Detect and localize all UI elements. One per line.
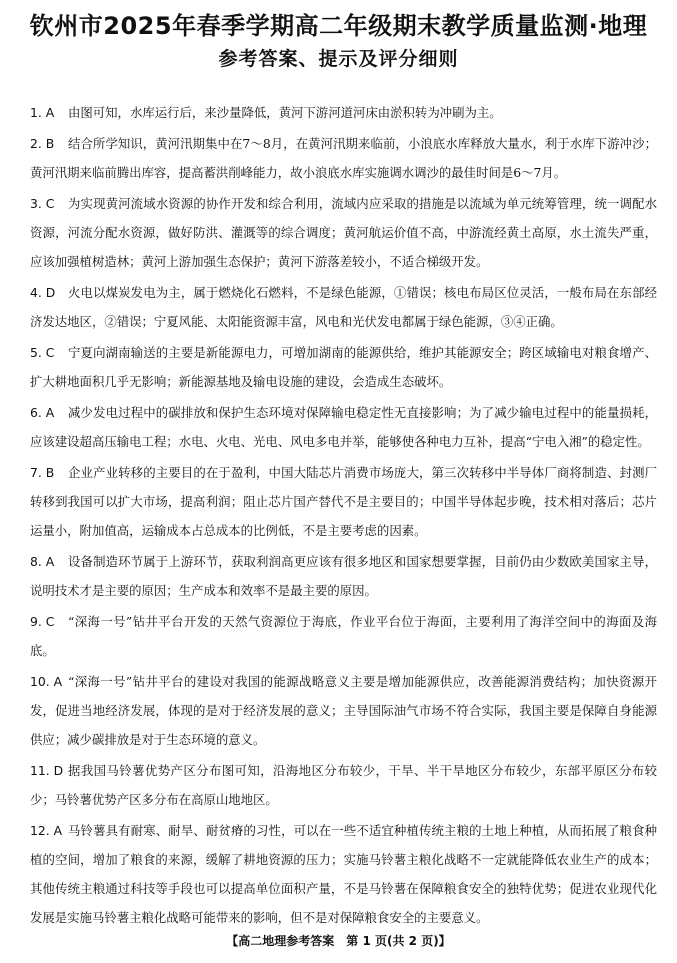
answer-explanation: “深海一号”钻井平台开发的天然气资源位于海底，作业平台位于海面，主要利用了海洋空间中的海面及海底。 <box>30 614 657 658</box>
answer-number: 5. C <box>30 345 55 360</box>
answer-explanation: 据我国马铃薯优势产区分布图可知，沿海地区分布较少，干旱、半干旱地区分布较少，东部平原区分布较少；马铃薯优势产区多分布在高原山地地区。 <box>30 763 657 807</box>
answer-list <box>30 98 657 934</box>
answer-number: 2. B <box>30 136 55 151</box>
answer-item-2 <box>30 129 657 187</box>
answer-item-1 <box>30 98 657 127</box>
answer-number: 11. D <box>30 763 64 778</box>
answer-number: 3. C <box>30 196 55 211</box>
answer-item-11 <box>30 756 657 814</box>
answer-explanation: 马铃薯具有耐寒、耐旱、耐贫瘠的习性，可以在一些不适宜种植传统主粮的土地上种植，从而拓展了粮食种植的空间，增加了粮食的来源，缓解了耕地资源的压力；实施马铃薯主粮化战略不一定就能降低农业生产的成本；其他传统主粮通过科技等手段也可以提高单位面积产量，不是马铃薯在保障粮食安全的独特优势；促进农业现代化发展是实施马铃薯主粮化战略可能带来的影响，但不是对保障粮食安全的主要意义。 <box>30 823 657 925</box>
answer-explanation: 结合所学知识，黄河汛期集中在7～8月，在黄河汛期来临前，小浪底水库释放大量水，利于水库下游冲沙；黄河汛期来临前腾出库容，提高蓄洪削峰能力，故小浪底水库实施调水调沙的最佳时间是6～7月。 <box>30 136 657 180</box>
answer-number: 12. A <box>30 823 63 838</box>
answer-explanation: 企业产业转移的主要目的在于盈利，中国大陆芯片消费市场庞大，第三次转移中半导体厂商将制造、封测厂转移到我国可以扩大市场，提高利润；阻止芯片国产替代不是主要目的；中国半导体起步晚，技术相对落后；芯片运量小，附加值高，运输成本占总成本的比例低，不是主要考虑的因素。 <box>30 465 657 538</box>
answer-explanation: 火电以煤炭发电为主，属于燃烧化石燃料，不是绿色能源，①错误；核电布局区位灵活，一般布局在东部经济发达地区，②错误；宁夏风能、太阳能资源丰富，风电和光伏发电都属于绿色能源，③④正确。 <box>30 285 657 329</box>
answer-number: 6. A <box>30 405 55 420</box>
answer-number: 7. B <box>30 465 55 480</box>
answer-number: 9. C <box>30 614 55 629</box>
answer-number: 1. A <box>30 105 55 120</box>
page-title: 钦州市2025年春季学期高二年级期末教学质量监测·地理 <box>29 12 648 40</box>
answer-explanation: 为实现黄河流域水资源的协作开发和综合利用，流域内应采取的措施是以流域为单元统筹管理，统一调配水资源，河流分配水资源，做好防洪、灌溉等的综合调度；黄河航运价值不高，中游流经黄土高原，水土流失严重，应该加强植树造林；黄河上游加强生态保护；黄河下游落差较小，不适合梯级开发。 <box>30 196 657 269</box>
answer-explanation: 宁夏向湖南输送的主要是新能源电力，可增加湖南的能源供给，维护其能源安全；跨区域输电对粮食增产、扩大耕地面积几乎无影响；新能源基地及输电设施的建设，会造成生态破坏。 <box>30 345 657 389</box>
answer-explanation: “深海一号”钻井平台的建设对我国的能源战略意义主要是增加能源供应，改善能源消费结构；加快资源开发，促进当地经济发展，体现的是对于经济发展的意义；主导国际油气市场不符合实际，我国主要是保障自身能源供应；减少碳排放是对于生态环境的意义。 <box>30 674 657 747</box>
answer-item-6 <box>30 398 657 456</box>
answer-explanation: 设备制造环节属于上游环节，获取利润高更应该有很多地区和国家想要掌握，目前仍由少数欧美国家主导，说明技术才是主要的原因；生产成本和效率不是最主要的原因。 <box>30 554 657 598</box>
answer-number: 10. A <box>30 674 63 689</box>
answer-item-5 <box>30 338 657 396</box>
page-footer: 【高二地理参考答案 第 1 页(共 2 页)】 <box>226 934 451 948</box>
answer-item-12 <box>30 816 657 932</box>
answer-item-9 <box>30 607 657 665</box>
answer-item-7 <box>30 458 657 545</box>
answer-item-4 <box>30 278 657 336</box>
answer-number: 4. D <box>30 285 56 300</box>
answer-number: 8. A <box>30 554 55 569</box>
answer-item-10 <box>30 667 657 754</box>
answer-explanation: 由图可知，水库运行后，来沙量降低，黄河下游河道河床由淤积转为冲刷为主。 <box>68 105 502 120</box>
answer-explanation: 减少发电过程中的碳排放和保护生态环境对保障输电稳定性无直接影响；为了减少输电过程中的能量损耗，应该建设超高压输电工程；水电、火电、光电、风电多电并举，能够使各种电力互补，提高“宁电入湘”的稳定性。 <box>30 405 657 449</box>
page-subtitle: 参考答案、提示及评分细则 <box>218 48 459 70</box>
answer-item-3 <box>30 189 657 276</box>
answer-item-8 <box>30 547 657 605</box>
